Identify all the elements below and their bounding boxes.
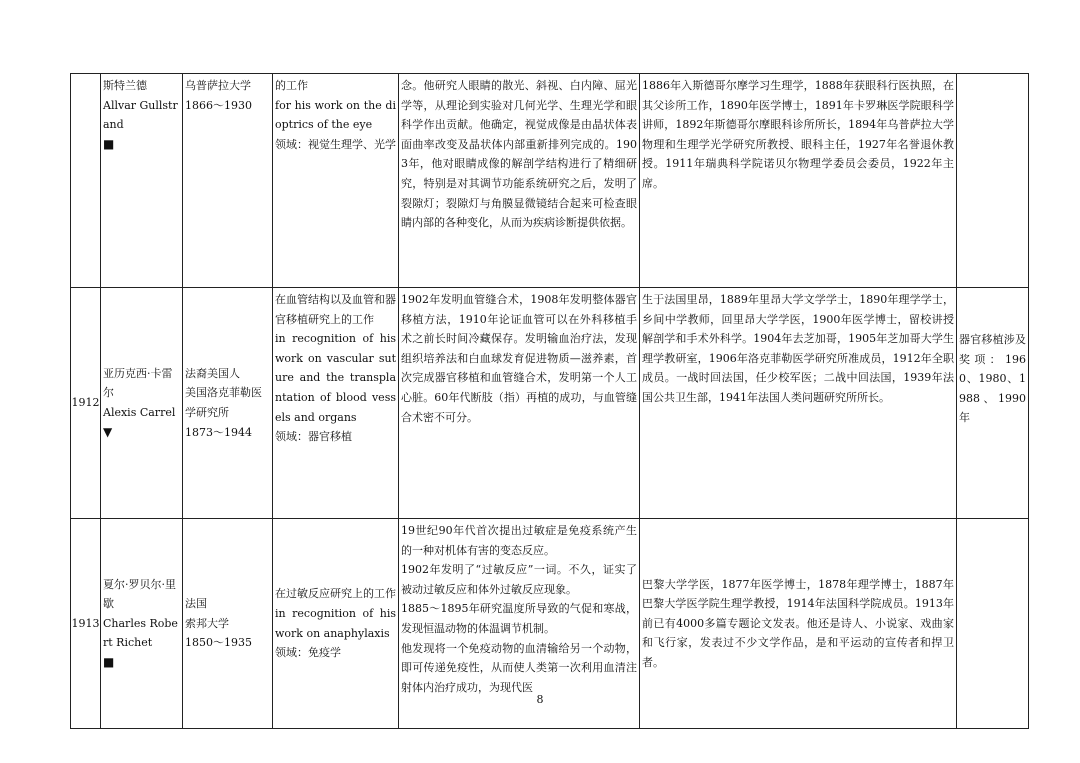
- year-cell: 1912: [71, 288, 101, 519]
- institution-line: 美国洛克菲勒医学研究所: [185, 386, 262, 419]
- reason-chinese: 在过敏反应研究上的工作: [275, 587, 396, 601]
- institution-line: 索邦大学: [185, 616, 229, 630]
- reason-english: in recognition of his work on vascular suture and the transplantation of blood vessels and organs: [275, 332, 396, 424]
- biography-cell: 生于法国里昂，1889年里昂大学文学学士，1890年理学学士，乡间中学教师，回里昂大学学医，1900年医学博士，留校讲授解剖学和手术外科学。1904年去芝加哥，1905年芝加哥大学生理学教研室，1906年洛克菲勒医学研究所准成员，1912年全职成员。一战时回法国，任少校军医；二战中回法国，1939年法国公共卫生部，1941年法国人类问题研究所所长。: [640, 288, 957, 519]
- institution-line: 乌普萨拉大学: [185, 79, 251, 92]
- lifespan: 1873～1944: [185, 425, 252, 439]
- name-english: Charles Robert Richet: [103, 616, 178, 650]
- reason-chinese: 的工作: [275, 79, 308, 92]
- lifespan: 1866～1930: [185, 98, 252, 112]
- reason-chinese: 在血管结构以及血管和器官移植研究上的工作: [275, 293, 396, 326]
- note-cell: [957, 74, 1029, 288]
- table-row: [71, 288, 1029, 519]
- name-cell: [101, 288, 183, 519]
- name-english: Alexis Carrel: [103, 406, 176, 419]
- page-number: 8: [536, 693, 544, 706]
- institution-cell: [183, 74, 273, 288]
- biography-cell: 巴黎大学学医，1877年医学博士，1878年理学博士，1887年巴黎大学医学院生理学教授，1914年法国科学院成员。1913年前已有4000多篇专题论文发表。他还是诗人、小说家、戏曲家和飞行家，发表过不少文学作品，是和平运动的宣传者和捍卫者。: [640, 519, 957, 729]
- reason-cell: [273, 288, 399, 519]
- contribution-paragraph: 1885～1895年研究温度所导致的气促和寒战，发现恒温动物的体温调节机制。: [401, 602, 637, 635]
- nationality: 法国: [185, 597, 207, 611]
- institution-cell: [183, 288, 273, 519]
- triangle-marker-icon: ▼: [103, 424, 113, 439]
- name-chinese: 亚历克西·卡雷尔: [103, 366, 173, 400]
- lifespan: 1850～1935: [185, 636, 252, 650]
- name-cell: [101, 74, 183, 288]
- square-marker-icon: ■: [103, 136, 115, 151]
- note-cell: 器官移植涉及奖项：1960、1980、1988、1990年: [957, 288, 1029, 519]
- table-row: [71, 74, 1029, 288]
- laureate-table: [70, 73, 1029, 729]
- name-chinese: 斯特兰德: [103, 79, 147, 92]
- square-marker-icon: ■: [103, 654, 115, 669]
- contribution-paragraph: 1902年发明了“过敏反应”一词。不久，证实了被动过敏反应和体外过敏反应现象。: [401, 563, 637, 596]
- contribution-paragraph: 他发现将一个免疫动物的血清输给另一个动物，即可传递免疫性，从而使人类第一次利用血清注射体内治疗成功，为现代医: [401, 641, 637, 694]
- nationality: 法裔美国人: [185, 366, 240, 380]
- biography-cell: 1886年入斯德哥尔摩学习生理学，1888年获眼科行医执照，在其父诊所工作，1890年医学博士，1891年卡罗琳医学院眼科学讲师，1892年斯德哥尔摩眼科诊所所长，1894年乌普萨拉大学物理和生理学光学研究所教授、眼科主任，1927年名誉退休教授。1911年瑞典科学院诺贝尔物理学委员会委员，1922年主席。: [640, 74, 957, 288]
- field-label: 领域：免疫学: [275, 646, 341, 660]
- contribution-cell: 1902年发明血管缝合术，1908年发明整体器官移植方法，1910年论证血管可以在外科移植手术之前长时间冷藏保存。发明输血治疗法，发现组织培养法和白血球发育促进物质—滋养素，首次完成器官移植和血管缝合术，发明第一个人工心脏。60年代断肢（指）再植的成功，与血管缝合术密不可分。: [399, 288, 640, 519]
- reason-english: for his work on the dioptrics of the eye: [275, 98, 396, 132]
- name-chinese: 夏尔·罗贝尔·里歇: [103, 577, 176, 611]
- contribution-cell: 念。他研究人眼睛的散光、斜视、白内障、屈光学等，从理论到实验对几何光学、生理光学和眼科学作出贡献。他确定，视觉成像是由晶状体表面曲率改变及晶状体内部重新排列完成的。1903年，他对眼睛成像的解剖学结构进行了精细研究，特别是对其调节功能系统研究之后，发明了裂隙灯；裂隙灯与角膜显微镜结合起来可检查眼睛内部的各种变化，从而为疾病诊断提供依据。: [399, 74, 640, 288]
- field-label: 领域：器官移植: [275, 430, 352, 444]
- field-label: 领域：视觉生理学、光学: [275, 137, 396, 151]
- name-english: Allvar Gullstrand: [103, 98, 178, 132]
- contribution-paragraph: 19世纪90年代首次提出过敏症是免疫系统产生的一种对机体有害的变态反应。: [401, 524, 637, 557]
- reason-english: in recognition of his work on anaphylaxis: [275, 606, 396, 640]
- year-cell: 1913: [71, 519, 101, 729]
- reason-cell: [273, 74, 399, 288]
- year-cell: [71, 74, 101, 288]
